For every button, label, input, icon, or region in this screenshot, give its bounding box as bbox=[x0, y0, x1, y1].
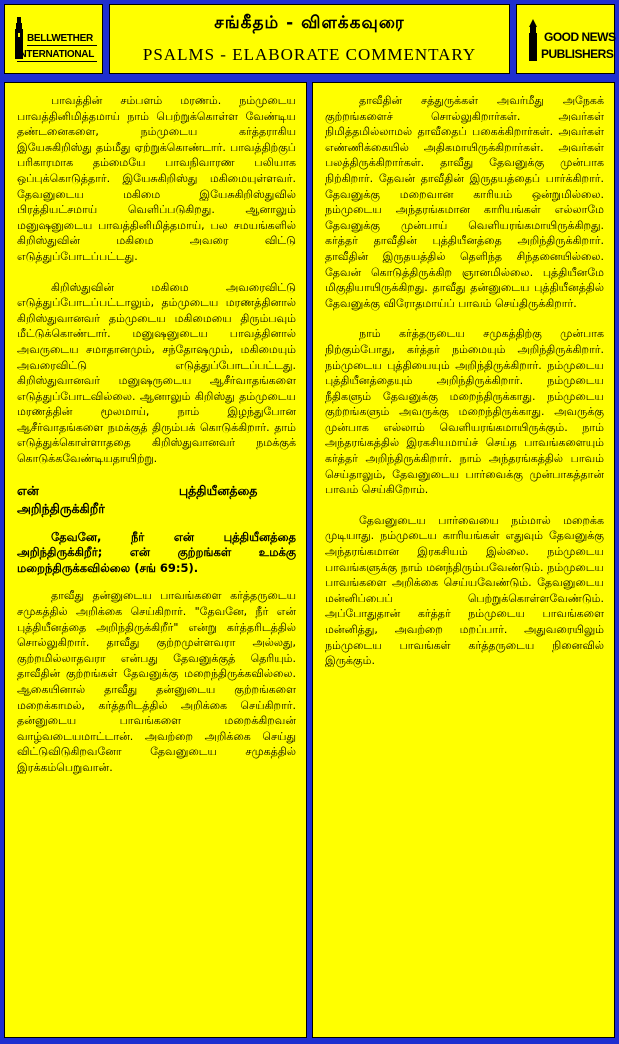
right-paragraph-1: தாவீதின் சத்துருக்கள் அவர்மீது அநேகக் குற்றங்களைச் சொல்லுகிறார்கள். அவர்கள் நிமித்தமில்லாமல் தாவீதைப் பகைக்கிறார்கள். அவர்கள் எண்ணிக்கையில் அதிகமாயிருக்கிறார்கள். அவர்கள் பலத்திருக்கிறார்கள். தாவீது தேவனுக்கு முன்பாக நிற்கிறார். தேவன் தாவீதின் இருதயத்தைப் பார்க்கிறார். தேவனுக்கு மறைவான காரியம் ஒன்றுமில்லை. நம்முடைய அந்தரங்கமான காரியங்கள் எல்லாமே தேவனுக்கு முன்பாய் வெளியரங்கமாயிருக்கிறது. கர்த்தர் தாவீதின் புத்தியீனத்தை அறிந்திருக்கிறார். தாவீதின் இருதயத்தில் தெளிந்த சிந்தனையில்லை. தேவன் கொடுத்திருக்கிற ஞானமில்லை. புத்தியீனமே மிகுதியாயிருக்கிறது. தாவீது தன்னுடைய புத்தியீனத்தில் தேவனுக்கு விரோதமாய்ப் பாவம் செய்திருக்கிறார். bbox=[325, 94, 604, 310]
left-logo-line2: INTERNATIONAL bbox=[17, 49, 95, 60]
section-heading-word-3: அறிந்திருக்கிறீர் bbox=[17, 500, 105, 516]
right-paragraph-3: தேவனுடைய பார்வையை நம்மால் மறைக்க முடியாது. நம்முடைய காரியங்கள் எதுவும் தேவனுக்கு அந்தரங்கமான இரகசியம் இல்லை. நம்முடைய பாவங்களுக்கு நாம் மனந்திரும்பவேண்டும். நம்முடைய பாவங்களை அறிக்கை செய்யவேண்டும். தேவனுடைய மன்னிப்பைப் பெற்றுக்கொள்ளவேண்டும். அப்போதுதான் கர்த்தர் நம்முடைய பாவங்களை மன்னித்து, அவற்றை மறப்பார். அதுவரையிலும் நம்முடைய பாவங்கள் கர்த்தருடைய நினைவில் இருக்கும். bbox=[325, 513, 604, 668]
publisher-logo-left bbox=[4, 4, 103, 74]
section-heading-word-2: புத்தியீனத்தை bbox=[178, 482, 258, 498]
left-logo-rule-2 bbox=[17, 61, 97, 62]
section-heading-word-1: என் bbox=[17, 482, 39, 498]
left-paragraph-2: கிறிஸ்துவின் மகிமை அவரைவிட்டு எடுத்துப்போடப்பட்டாலும், தம்முடைய மரணத்தினால் கிறிஸ்துவானவர் தம்முடைய மகிமையை திரும்பவும் மீட்டுக்கொண்டார். மனுஷனுடைய பாவத்தினால் அவருடைய சமாதானமும், சந்தோஷமும், மகிமையும் அவரைவிட்டு எடுத்துப்போடப்பட்டது. கிறிஸ்துவானவர் மனுஷருடைய ஆசீர்வாதங்களை எடுத்துப்போடவில்லை. ஆனாலும் கிறிஸ்து தம்முடைய மரணத்தின் மூலமாய், நாம் இழந்துபோன ஆசீர்வாதங்களை நமக்குத் திரும்பக் கொடுக்கிறார். தாம் எடுத்துக்கொள்ளாததை கிறிஸ்துவானவர் நமக்குக் கொடுக்கவேண்டியதாயிற்று. bbox=[17, 280, 296, 466]
right-paragraph-2: நாம் கர்த்தருடைய சமுகத்திற்கு முன்பாக நிற்கும்போது, கர்த்தர் நம்மையும் அறிந்திருக்கிறார். நம்முடைய புத்தியையும் அறிந்திருக்கிறார். நம்முடைய புத்தியீனத்தையும் அறிந்திருக்கிறார். நம்முடைய நீதிகளும் தேவனுக்கு மறைந்திருக்காது. நம்முடைய குற்றங்களும் அவருக்கு மறைந்திருக்காது. அவருக்கு முன்பாக எல்லாம் வெளியரங்கமாயிருக்கும். நாம் அந்தரங்கத்தில் இரகசியமாய்ச் செய்த பாவங்களையும் கர்த்தர் அறிந்திருக்கிறார். நாம் அந்தரங்கத்தில் பாவம் செய்தாலும், தேவனுடைய பார்வைக்கு முன்பாகத்தான் பாவம் செய்கிறோம். bbox=[325, 327, 604, 497]
left-logo-line1: BELLWETHER bbox=[27, 33, 93, 44]
header-title-tamil: சங்கீதம் - விளக்கவுரை bbox=[214, 13, 405, 33]
left-column bbox=[4, 82, 307, 1038]
section-heading bbox=[17, 482, 296, 518]
right-column bbox=[312, 82, 615, 1038]
good-news-tower-icon bbox=[528, 19, 538, 61]
publisher-logo-right bbox=[516, 4, 615, 74]
page-header bbox=[109, 4, 510, 74]
right-logo-line1: GOOD NEWS bbox=[544, 30, 616, 44]
right-logo-line2: PUBLISHERS bbox=[541, 47, 614, 61]
left-paragraph-3: தாவீது தன்னுடைய பாவங்களை கர்த்தருடைய சமுகத்தில் அறிக்கை செய்கிறார். "தேவனே, நீர் என் புத்தியீனத்தை அறிந்திருக்கிறீர்" என்று கர்த்தரிடத்தில் சொல்லுகிறார். தாவீது குற்றமுள்ளவரா அல்லது, குற்றமில்லாதவரா என்பது தேவனுக்குத் தெரியும். தாவீதின் குற்றங்கள் தேவனுக்கு மறைந்திருக்கவில்லை. ஆகையினால் தாவீது தன்னுடைய குற்றங்களை மறைக்காமல், கர்த்தரிடத்தில் அறிக்கை செய்கிறார். தன்னுடைய பாவங்களை மறைக்கிறவன் வாழ்வடையமாட்டான். அவற்றை அறிக்கை செய்து விட்டுவிடுகிறவனோ தேவனுடைய சமுகத்தில் இரக்கம்பெறுவான். bbox=[17, 589, 296, 774]
left-logo-rule bbox=[27, 45, 97, 46]
scripture-verse: தேவனே, நீர் என் புத்தியீனத்தை அறிந்திருக்கிறீர்; என் குற்றங்கள் உமக்கு மறைந்திருக்கவில்லை (சங் 69:5). bbox=[17, 529, 296, 575]
left-paragraph-1: பாவத்தின் சம்பளம் மரணம். நம்முடைய பாவத்தினிமித்தமாய் நாம் பெற்றுக்கொள்ள வேண்டிய தண்டனைகளை, நம்முடைய கர்த்தராகிய இயேசுகிறிஸ்து தம்மீது ஏற்றுக்கொண்டார். பாவத்திற்குப் பரிகாரமாக தம்மையே பாவநிவாரண பலியாக ஒப்புக்கொடுத்தார். இயேசுகிறிஸ்து மகிமையுள்ளவர். தேவனுடைய மகிமை இயேசுகிறிஸ்துவில் பிரத்தியட்சமாய் வெளிப்படுகிறது. ஆனாலும் மனுஷனுடைய பாவத்தினிமித்தமாய், பல சமயங்களில் கிறிஸ்துவின் மகிமை அவரை விட்டு எடுத்துப்போடப்பட்டது. bbox=[17, 94, 296, 263]
header-title-english: PSALMS - ELABORATE COMMENTARY bbox=[142, 45, 477, 64]
